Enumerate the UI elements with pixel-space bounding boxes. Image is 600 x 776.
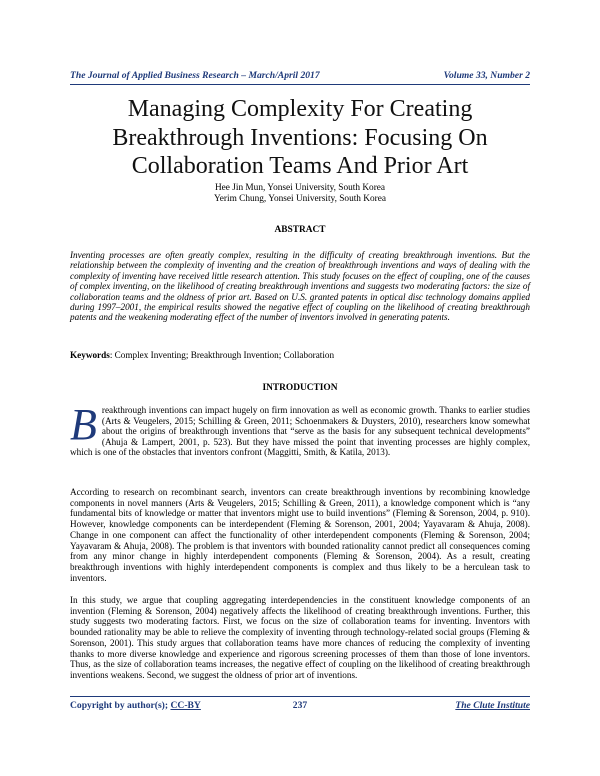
running-footer <box>70 696 530 712</box>
running-header <box>70 70 530 85</box>
license-link[interactable]: CC-BY <box>170 700 201 711</box>
author-2: Yerim Chung, Yonsei University, South Korea <box>213 194 386 204</box>
keywords-line <box>70 350 530 360</box>
author-1: Hee Jin Mun, Yonsei University, South Korea <box>214 183 386 193</box>
volume-number: Volume 33, Number 2 <box>443 70 530 81</box>
paper-title: Managing Complexity For Creating Breakthrough Inventions: Focusing On Collaboration Teams And Prior Art <box>112 96 488 179</box>
abstract-text: Inventing processes are often greatly complex, resulting in the difficulty of creating breakthrough inventions. But the relationship between the complexity of inventing and the creation of breakthrough inventions and ways of dealing with the complexity of inventing have received little research attention. This study focuses on the effect of coupling, one of the causes of complex inventing, on the likelihood of creating breakthrough inventions and suggests two moderating factors: the size of collaboration teams and the oldness of prior art. Based on U.S. granted patents in optical disc technology domains applied during 1997–2001, the empirical results showed the negative effect of coupling on the likelihood of creating breakthrough patents and the weakening moderating effect of the number of inventors involved in generating patents. <box>70 250 530 323</box>
page-number: 237 <box>292 700 308 711</box>
intro-paragraph-1-text: reakthrough inventions can impact hugely on firm innovation as well as economic growth. Thanks to earlier studies (Arts & Veugelers, 2015; Schilling & Green, 2011; Schoenmakers & Duysters, 2010), researchers know somewhat about the origins of breakthrough inventions that “serve as the basis for any subsequent technical developments” (Ahuja & Lampert, 2001, p. 523). But they have missed the point that inventing processes are highly complex, which is one of the obstacles that inventors confront (Maggitti, Smith, & Katila, 2013). <box>70 405 530 458</box>
introduction-heading: INTRODUCTION <box>262 383 338 393</box>
intro-paragraph-3: In this study, we argue that coupling aggregating interdependencies in the constituent knowledge components of an invention (Fleming & Sorenson, 2004) negatively affects the likelihood of creating breakthrough inventions. Further, this study suggests two moderating factors. First, we focus on the size of collaboration teams for inventing. Inventors with bounded rationality may be able to relieve the complexity of inventing through technology-related social groups (Fleming & Sorenson, 2001). This study argues that collaboration teams have more chances of reducing the complexity of inventing thanks to more diverse knowledge and experience and rigorous screening processes of them than those of lone inventors. Thus, as the size of collaboration teams increases, the negative effect of coupling on the likelihood of creating breakthrough inventions weakens. Second, we suggest the oldness of prior art of inventions. <box>70 595 530 680</box>
copyright-text: Copyright by author(s); <box>70 700 171 711</box>
drop-cap: B <box>70 400 97 449</box>
intro-paragraph-2: According to research on recombinant search, inventors can create breakthrough inventions by recombining knowledge components in novel manners (Arts & Veugelers, 2015; Schilling & Green, 2011), a knowledge component which is “any fundamental bits of knowledge or matter that inventors might use to build inventions” (Fleming & Sorenson, 2004, p. 910). However, knowledge components can be interdependent (Fleming & Sorenson, 2001, 2004; Yayavaram & Ahuja, 2008). Change in one component can affect the functionality of other interdependent components (Fleming & Sorenson, 2004; Yayavaram & Ahuja, 2008). The problem is that inventors with bounded rationality cannot predict all consequences coming from any minor change in highly interdependent components (Fleming & Sorenson, 2004). As a result, creating breakthrough inventions with highly interdependent components is complex and thus likely to be a herculean task to inventors. <box>70 487 530 583</box>
journal-name: The Journal of Applied Business Research – March/April 2017 <box>70 70 320 81</box>
intro-paragraph-1 <box>70 400 530 458</box>
publisher-link[interactable]: The Clute Institute <box>455 700 530 711</box>
keywords-text: : Complex Inventing; Breakthrough Invention; Collaboration <box>109 350 335 360</box>
abstract-heading: ABSTRACT <box>274 225 326 235</box>
keywords-label: Keywords <box>70 350 110 360</box>
